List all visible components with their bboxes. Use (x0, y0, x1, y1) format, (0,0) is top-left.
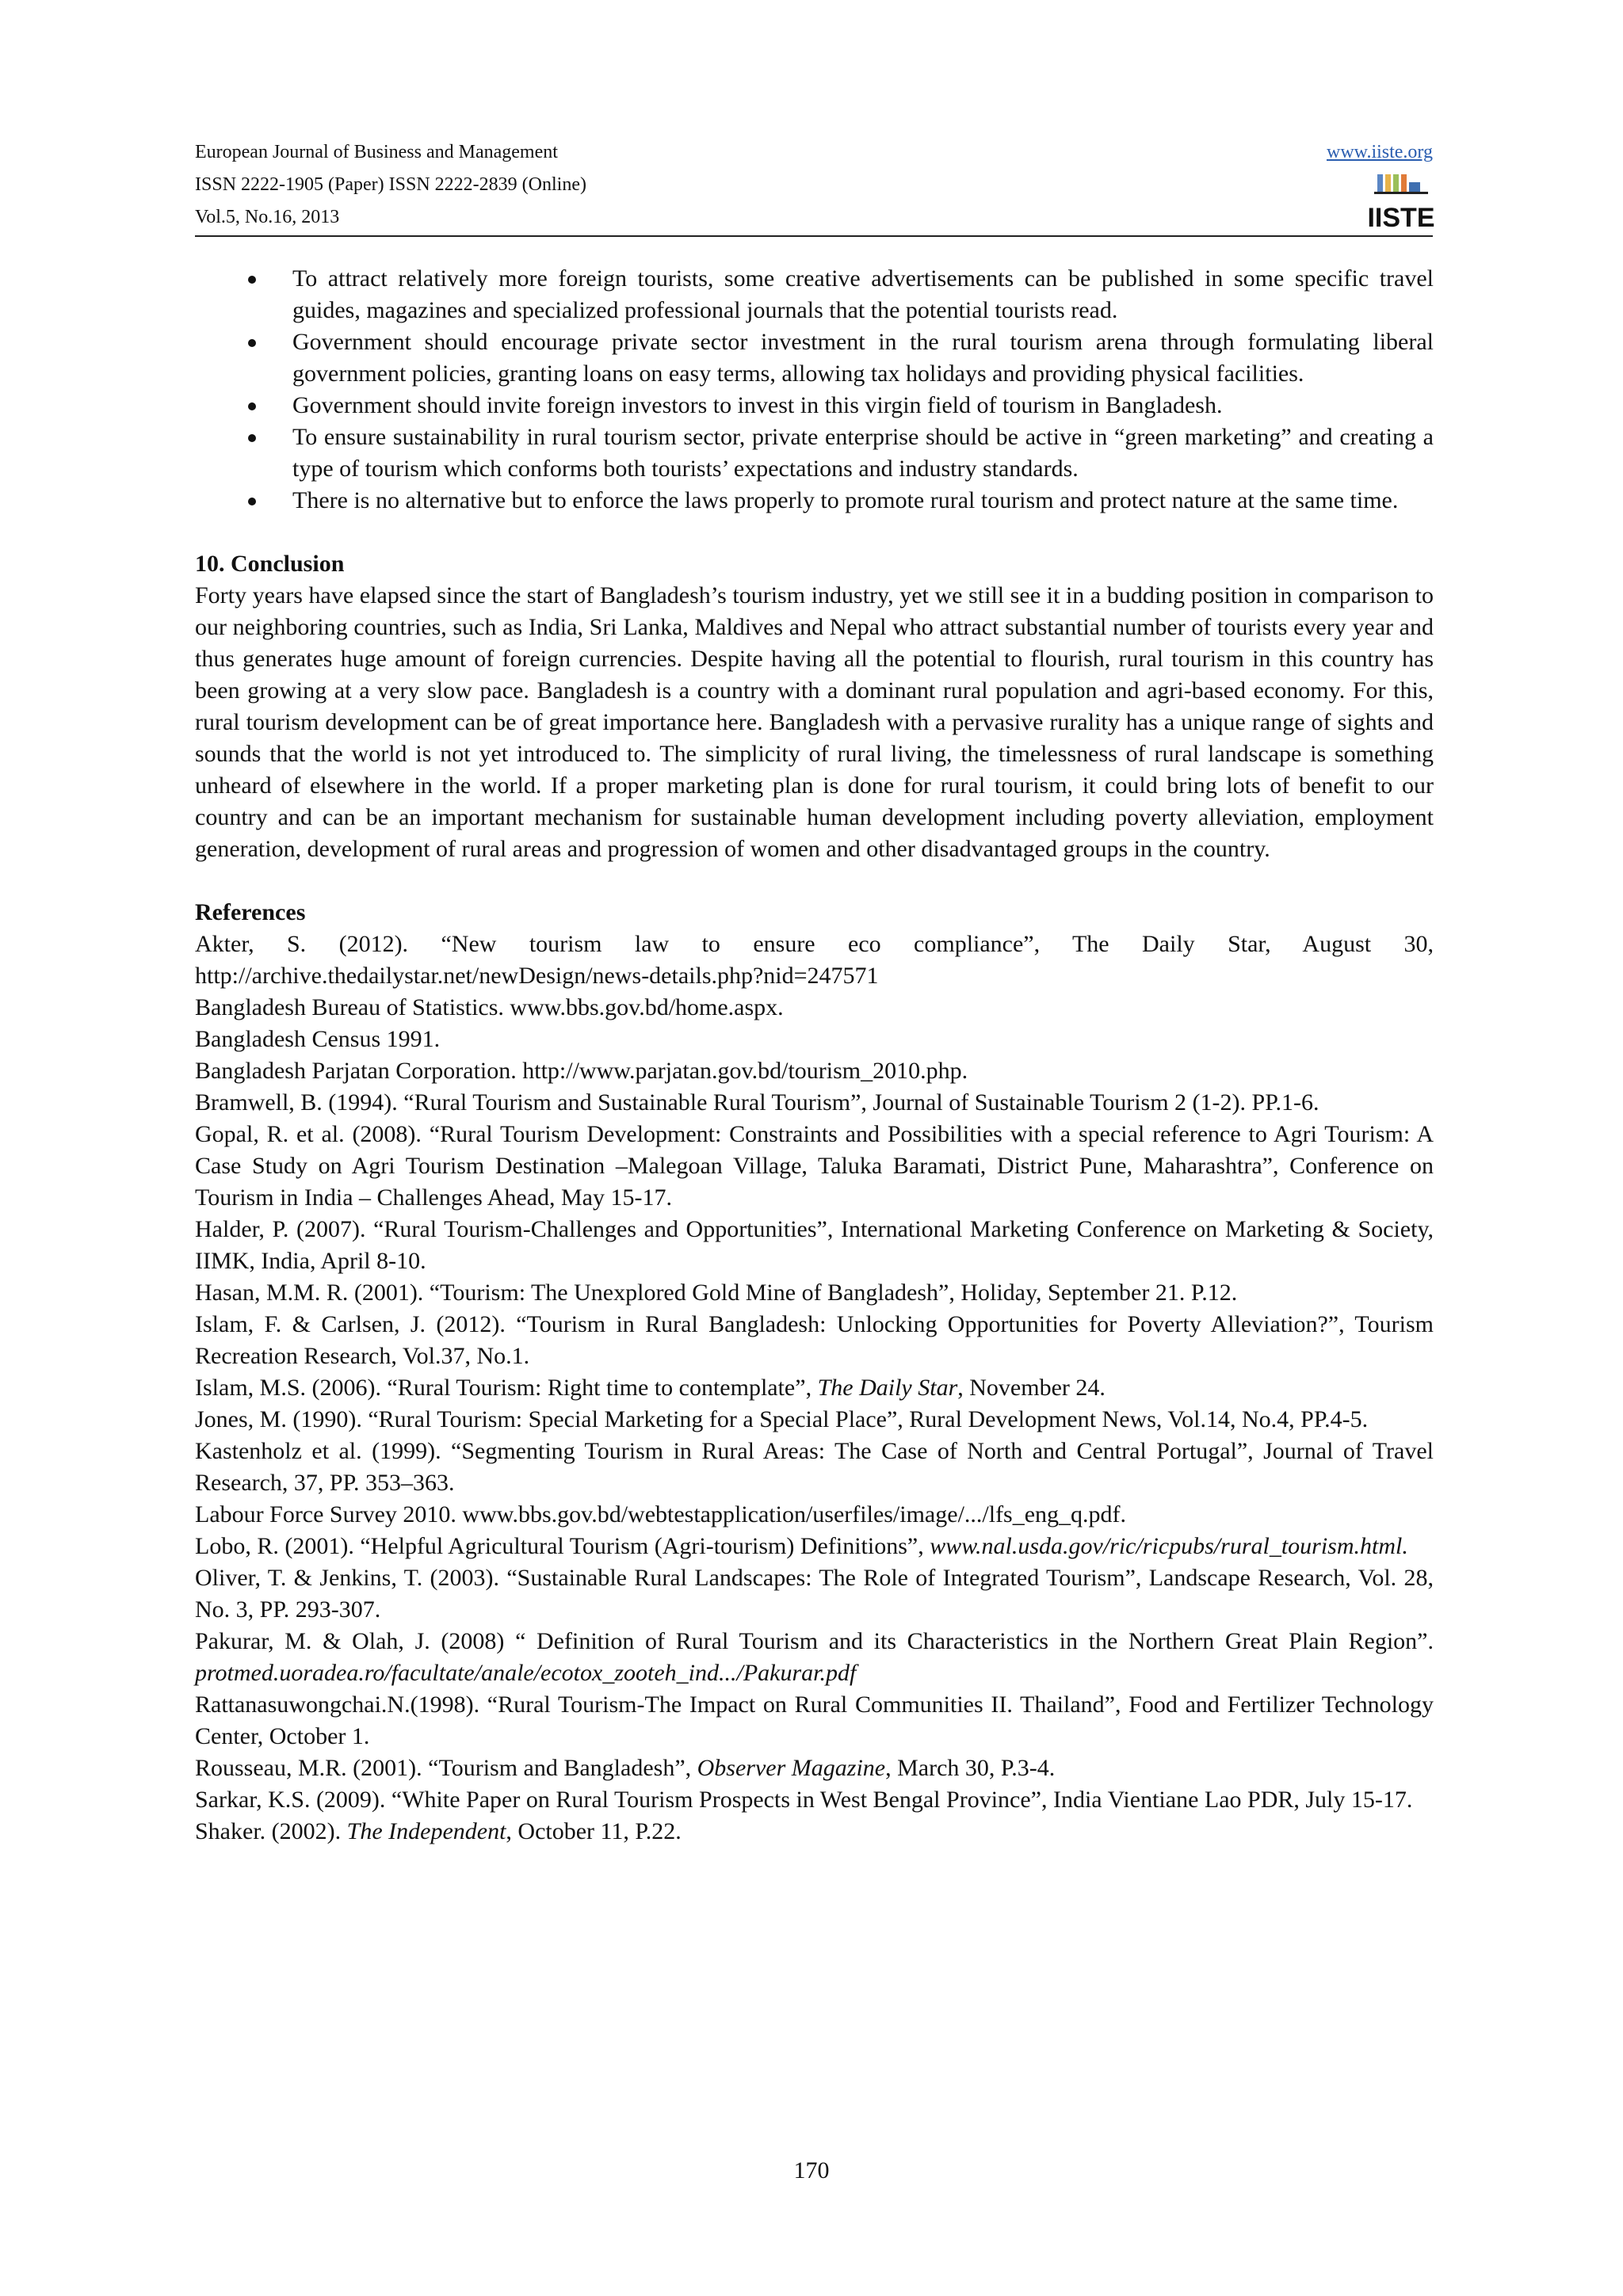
conclusion-heading: 10. Conclusion (195, 551, 345, 577)
journal-url-link[interactable]: www.iiste.org (1327, 142, 1433, 162)
reference-list (195, 929, 1434, 1848)
bullet-icon (248, 498, 256, 505)
bullet-icon (248, 402, 256, 410)
reference-item: Bangladesh Bureau of Statistics. www.bbs.gov.bd/home.aspx. (195, 994, 784, 1020)
list-item: Government should invite foreign investors to invest in this virgin field of tourism in Bangladesh. (195, 390, 1434, 421)
reference-item: Bangladesh Parjatan Corporation. http://www.parjatan.gov.bd/tourism_2010.php. (195, 1058, 968, 1084)
journal-volume: Vol.5, No.16, 2013 (195, 207, 340, 227)
bullet-icon (248, 339, 256, 347)
recommendation-list (195, 263, 1434, 517)
reference-item: Akter, S. (2012). “New tourism law to ensure eco compliance”, The Daily Star, August 30, http://archive.thedailystar.net/newDesign/news-details.php?nid=247571 (195, 931, 1434, 989)
reference-item: Labour Force Survey 2010. www.bbs.gov.bd/webtestapplication/userfiles/image/.../lfs_eng_q.pdf. (195, 1501, 1127, 1527)
reference-item: Lobo, R. (2001). “Helpful Agricultural Tourism (Agri-tourism) Definitions”, www.nal.usda.gov/ric/ricpubs/rural_tourism.html. (195, 1533, 1408, 1559)
list-item: To ensure sustainability in rural tourism sector, private enterprise should be active in “green marketing” and creating a type of tourism which conforms both tourists’ expectations and industry standards. (195, 421, 1434, 485)
reference-item: Gopal, R. et al. (2008). “Rural Tourism Development: Constraints and Possibilities with a special reference to Agri Tourism: A Case Study on Agri Tourism Destination –Malegoan Village, Taluka Baramati, District Pune, Maharashtra”, Conference on Tourism in India – Challenges Ahead, May 15-17. (195, 1121, 1434, 1211)
reference-item: Hasan, M.M. R. (2001). “Tourism: The Unexplored Gold Mine of Bangladesh”, Holiday, September 21. P.12. (195, 1280, 1238, 1306)
reference-item: Halder, P. (2007). “Rural Tourism-Challenges and Opportunities”, International Marketing Conference on Marketing & Society, IIMK, India, April 8-10. (195, 1216, 1434, 1274)
reference-item: Bramwell, B. (1994). “Rural Tourism and Sustainable Rural Tourism”, Journal of Sustainable Tourism 2 (1-2). PP.1-6. (195, 1089, 1319, 1116)
article-content (195, 263, 1434, 1848)
reference-item: Rousseau, M.R. (2001). “Tourism and Bangladesh”, Observer Magazine, March 30, P.3-4. (195, 1755, 1056, 1781)
reference-item: Pakurar, M. & Olah, J. (2008) “ Definition of Rural Tourism and its Characteristics in the Northern Great Plain Region”. protmed.uoradea.ro/facultate/anale/ecotox_zooteh_ind.../Pakurar.pdf (195, 1628, 1434, 1686)
journal-name: European Journal of Business and Management (195, 142, 558, 162)
bullet-icon (248, 276, 256, 284)
reference-item: Bangladesh Census 1991. (195, 1026, 441, 1052)
page-number: 170 (793, 2157, 830, 2183)
journal-info (195, 136, 586, 234)
reference-item: Jones, M. (1990). “Rural Tourism: Special Marketing for a Special Place”, Rural Development News, Vol.14, No.4, PP.4-5. (195, 1406, 1369, 1432)
reference-item: Shaker. (2002). The Independent, October 11, P.22. (195, 1818, 682, 1844)
reference-item: Kastenholz et al. (1999). “Segmenting Tourism in Rural Areas: The Case of North and Central Portugal”, Journal of Travel Research, 37, PP. 353–363. (195, 1438, 1434, 1496)
iiste-logo (1367, 171, 1435, 233)
reference-item: Rattanasuwongchai.N.(1998). “Rural Tourism-The Impact on Rural Communities II. Thailand”, Food and Fertilizer Technology Center, October 1. (195, 1691, 1434, 1749)
bullet-icon (248, 434, 256, 442)
reference-item: Islam, F. & Carlsen, J. (2012). “Tourism in Rural Bangladesh: Unlocking Opportunities for Poverty Alleviation?”, Tourism Recreation Research, Vol.37, No.1. (195, 1311, 1434, 1369)
references-heading: References (195, 899, 306, 925)
list-item: Government should encourage private sector investment in the rural tourism arena through formulating liberal government policies, granting loans on easy terms, allowing tax holidays and providing physical facilities. (195, 326, 1434, 390)
list-item: To attract relatively more foreign tourists, some creative advertisements can be published in some specific travel guides, magazines and specialized professional journals that the potential tourists read. (195, 263, 1434, 326)
conclusion-paragraph: Forty years have elapsed since the start of Bangladesh’s tourism industry, yet we still see it in a budding position in comparison to our neighboring countries, such as India, Sri Lanka, Maldives and Nepal who attract substantial number of tourists every year and thus generates huge amount of foreign currencies. Despite having all the potential to flourish, rural tourism in this country has been growing at a very slow pace. Bangladesh is a country with a dominant rural population and agri-based economy. For this, rural tourism development can be of great importance here. Bangladesh with a pervasive rurality has a unique range of sights and sounds that the world is not yet introduced to. The simplicity of rural living, the timelessness of rural landscape is something unheard of elsewhere in the world. If a proper marketing plan is done for rural tourism, it could bring lots of benefit to our country and can be an important mechanism for sustainable human development including poverty alleviation, employment generation, development of rural areas and progression of women and other disadvantaged groups in the country. (195, 582, 1434, 862)
reference-item: Oliver, T. & Jenkins, T. (2003). “Sustainable Rural Landscapes: The Role of Integrated Tourism”, Landscape Research, Vol. 28, No. 3, PP. 293-307. (195, 1565, 1434, 1623)
journal-links (1327, 136, 1433, 169)
reference-item: Sarkar, K.S. (2009). “White Paper on Rural Tourism Prospects in West Bengal Province”, India Vientiane Lao PDR, July 15-17. (195, 1787, 1413, 1813)
logo-text: IISTE (1367, 203, 1435, 233)
journal-issn: ISSN 2222-1905 (Paper) ISSN 2222-2839 (Online) (195, 174, 586, 195)
page-header (195, 136, 1433, 237)
list-item: There is no alternative but to enforce the laws properly to promote rural tourism and protect nature at the same time. (195, 485, 1434, 517)
reference-item: Islam, M.S. (2006). “Rural Tourism: Right time to contemplate”, The Daily Star, November 24. (195, 1375, 1106, 1401)
